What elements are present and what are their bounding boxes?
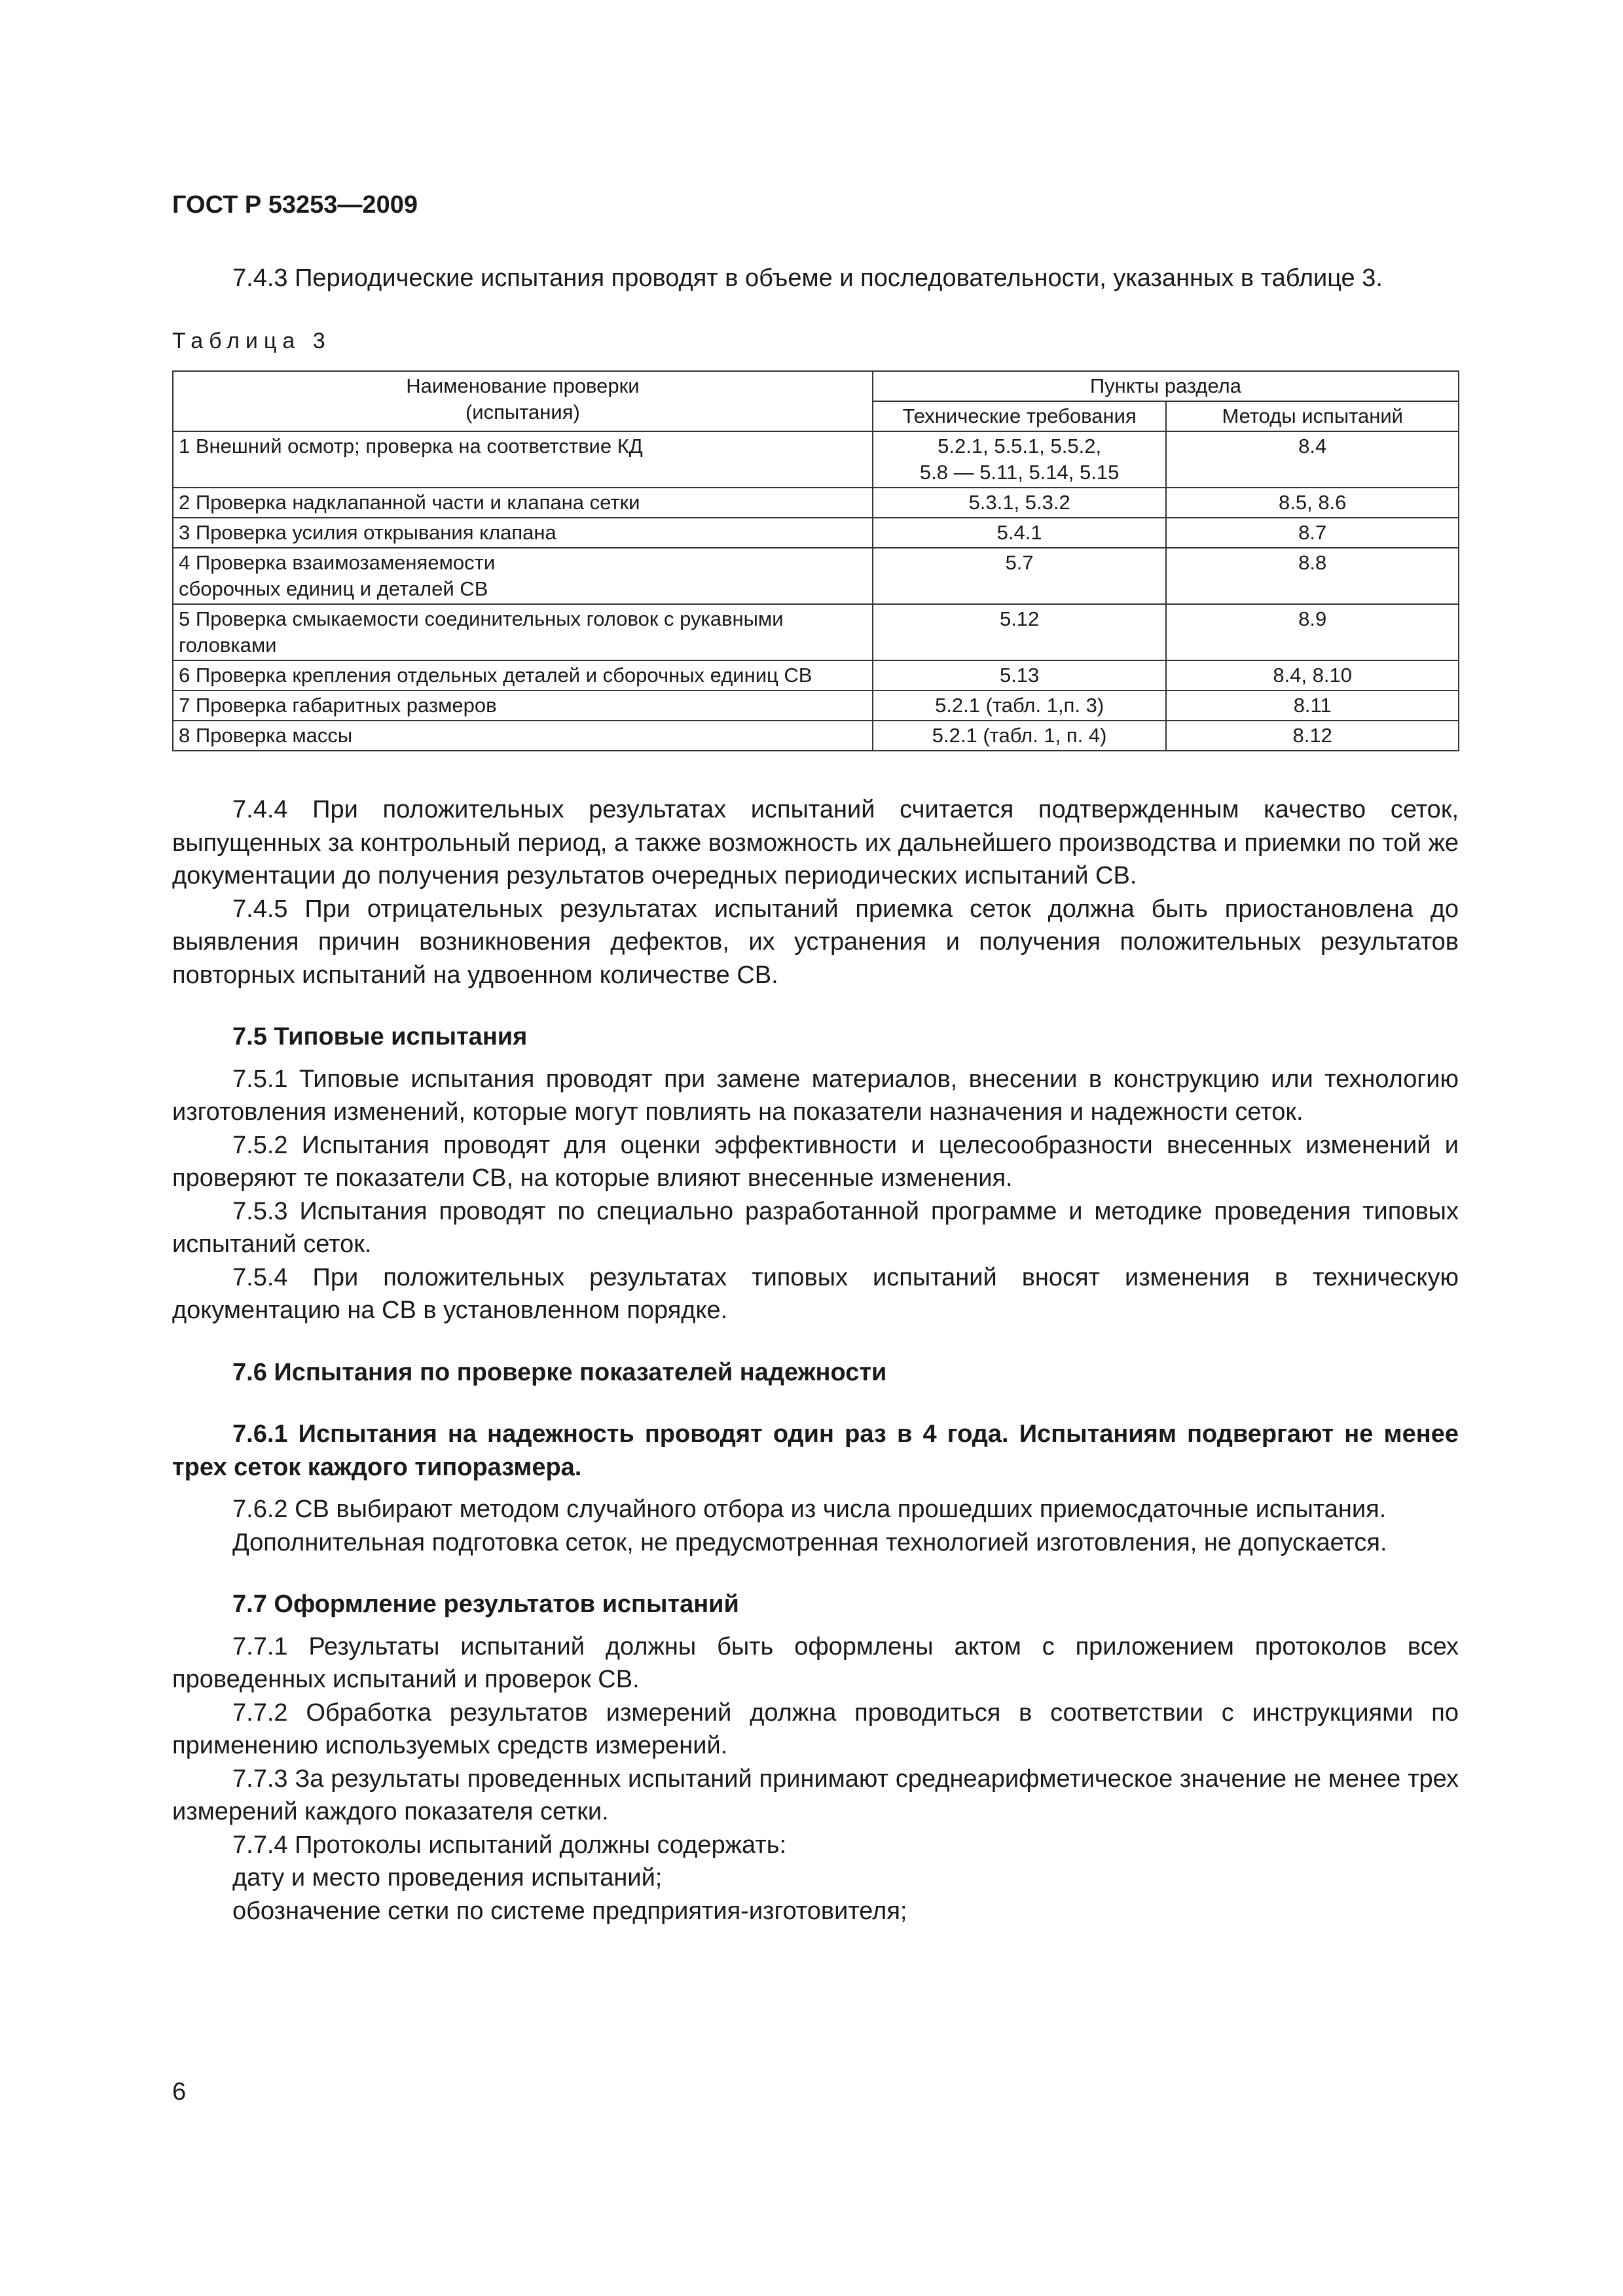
list-item: дату и место проведения испытаний; [232, 1864, 663, 1892]
row-name: 3 Проверка усилия открывания клапана [173, 518, 873, 548]
row-name: 4 Проверка взаимозаменяемости сборочных единиц и деталей СВ [173, 548, 873, 604]
row-tech: 5.12 [873, 604, 1167, 660]
row-methods: 8.5, 8.6 [1166, 488, 1459, 518]
row-tech: 5.13 [873, 660, 1167, 691]
header-cell-name: Наименование проверки (испытания) [173, 371, 873, 431]
paragraph-7-4-3: 7.4.3 Периодические испытания проводят в объеме и последовательности, указанных в таблице 3. [232, 264, 1383, 292]
table-row [173, 431, 1459, 488]
page-number: 6 [172, 2078, 187, 2106]
row-name: 1 Внешний осмотр; проверка на соответствие КД [173, 431, 873, 488]
heading-7-6: 7.6 Испытания по проверке показателей надежности [232, 1358, 887, 1386]
header-cell-tech: Технические требования [873, 401, 1167, 431]
table-3 [172, 370, 1459, 751]
row-methods: 8.9 [1166, 604, 1459, 660]
paragraph-7-4-4: 7.4.4 При положительных результатах испытаний считается подтвержденным качество сеток, выпущенных за контрольный период, а также возможность их дальнейшего производства и приемки по той же документации до получения результатов очередных периодических испытаний СВ. [172, 796, 1459, 889]
row-methods: 8.4 [1166, 431, 1459, 488]
row-methods: 8.7 [1166, 518, 1459, 548]
table-row [173, 660, 1459, 691]
paragraph-7-5-3: 7.5.3 Испытания проводят по специально разработанной программе и методике проведения типовых испытаний сеток. [172, 1197, 1459, 1258]
row-tech: 5.4.1 [873, 518, 1167, 548]
row-name: 8 Проверка массы [173, 721, 873, 751]
row-methods: 8.8 [1166, 548, 1459, 604]
table-row [173, 604, 1459, 660]
row-tech: 5.2.1, 5.5.1, 5.5.2, 5.8 — 5.11, 5.14, 5.15 [873, 431, 1167, 488]
table-caption: Таблица 3 [172, 329, 331, 353]
table-row [173, 548, 1459, 604]
row-name: 2 Проверка надклапанной части и клапана сетки [173, 488, 873, 518]
row-tech: 5.2.1 (табл. 1,п. 3) [873, 691, 1167, 721]
paragraph-7-7-3: 7.7.3 За результаты проведенных испытаний принимают среднеарифметическое значение не менее трех измерений каждого показателя сетки. [172, 1765, 1459, 1825]
document-code: ГОСТ Р 53253—2009 [172, 191, 418, 219]
paragraph-7-7-4: 7.7.4 Протоколы испытаний должны содержать: [232, 1831, 787, 1859]
paragraph-7-5-2: 7.5.2 Испытания проводят для оценки эффективности и целесообразности внесенных изменений и проверяют те показатели СВ, на которые влияют внесенные изменения. [172, 1131, 1459, 1192]
row-methods: 8.4, 8.10 [1166, 660, 1459, 691]
paragraph-7-4-5: 7.4.5 При отрицательных результатах испытаний приемка сеток должна быть приостановлена до выявления причин возникновения дефектов, их устранения и получения положительных результатов повторных испытаний на удвоенном количестве СВ. [172, 895, 1459, 989]
header-cell-methods: Методы испытаний [1166, 401, 1459, 431]
intro-block [172, 262, 1459, 295]
paragraph-7-5-1: 7.5.1 Типовые испытания проводят при замене материалов, внесении в конструкцию или технологию изготовления изменений, которые могут повлиять на показатели назначения и надежности сеток. [172, 1065, 1459, 1126]
table-row [173, 721, 1459, 751]
list-item: обозначение сетки по системе предприятия-изготовителя; [232, 1897, 907, 1925]
table-header-row [173, 371, 1459, 401]
row-methods: 8.12 [1166, 721, 1459, 751]
body-text [172, 793, 1459, 1928]
paragraph-7-7-2: 7.7.2 Обработка результатов измерений должна проводиться в соответствии с инструкциями по применению используемых средств измерений. [172, 1698, 1459, 1759]
header-cell-group: Пункты раздела [873, 371, 1459, 401]
row-name: 7 Проверка габаритных размеров [173, 691, 873, 721]
paragraph-7-6-1: 7.6.1 Испытания на надежность проводят один раз в 4 года. Испытаниям подвергают не менее трех сеток каждого типоразмера. [172, 1420, 1459, 1481]
table-row [173, 488, 1459, 518]
row-tech: 5.2.1 (табл. 1, п. 4) [873, 721, 1167, 751]
heading-7-7: 7.7 Оформление результатов испытаний [232, 1590, 739, 1618]
table-row [173, 518, 1459, 548]
paragraph-7-6-2-cont: Дополнительная подготовка сеток, не предусмотренная технологией изготовления, не допускается. [232, 1528, 1387, 1556]
row-tech: 5.7 [873, 548, 1167, 604]
row-methods: 8.11 [1166, 691, 1459, 721]
paragraph-7-6-2: 7.6.2 СВ выбирают методом случайного отбора из числа прошедших приемосдаточные испытания. [232, 1496, 1387, 1523]
row-name: 5 Проверка смыкаемости соединительных головок с рукавными головками [173, 604, 873, 660]
row-tech: 5.3.1, 5.3.2 [873, 488, 1167, 518]
heading-7-5: 7.5 Типовые испытания [232, 1023, 528, 1050]
table-row [173, 691, 1459, 721]
paragraph-7-7-1: 7.7.1 Результаты испытаний должны быть оформлены актом с приложением протоколов всех проведенных испытаний и проверок СВ. [172, 1632, 1459, 1693]
row-name: 6 Проверка крепления отдельных деталей и сборочных единиц СВ [173, 660, 873, 691]
paragraph-7-5-4: 7.5.4 При положительных результатах типовых испытаний вносят изменения в техническую документацию на СВ в установленном порядке. [172, 1263, 1459, 1324]
